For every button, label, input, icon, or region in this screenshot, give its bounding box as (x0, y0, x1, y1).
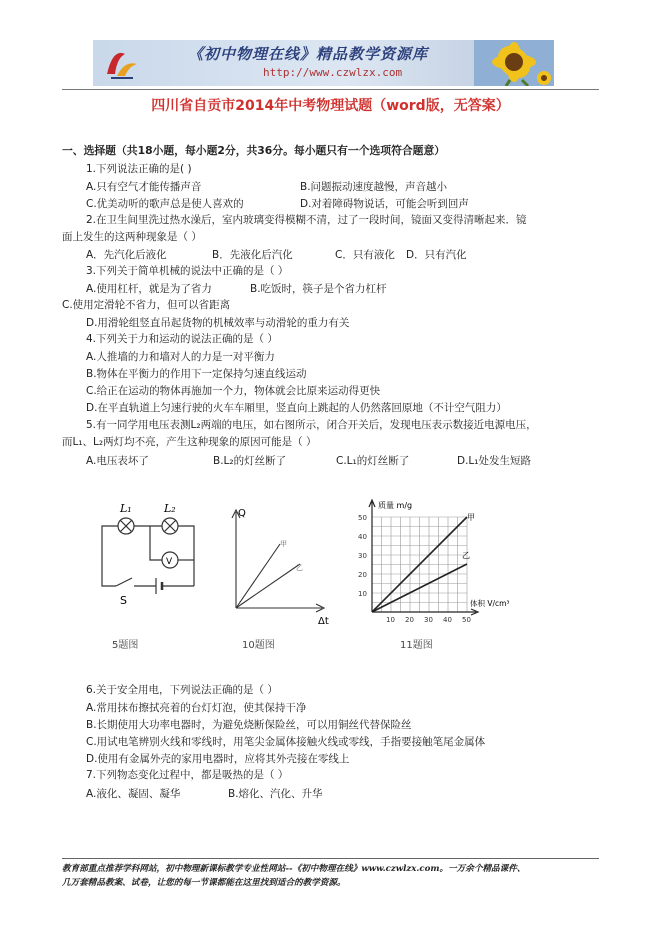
q3-option-b: B.吃饭时，筷子是个省力杠杆 (250, 283, 387, 295)
q1-option-b: B.问题振动速度越慢，声音越小 (300, 181, 448, 193)
figure-10-line-a-label: 甲 (280, 540, 287, 548)
q2-option-b: B．先液化后汽化 (212, 249, 293, 261)
q4-option-b: B.物体在平衡力的作用下一定保持匀速直线运动 (86, 368, 307, 380)
switch-label: S (120, 594, 127, 607)
y-tick-label: 20 (358, 571, 367, 579)
q2-option-c: C．只有液化 (335, 249, 395, 261)
q4-option-d: D.在平直轨道上匀速行驶的火车车厢里，竖直向上跳起的人仍然落回原地（不计空气阻力） (86, 402, 507, 414)
q1-option-a: A.只有空气才能传播声音 (86, 181, 202, 193)
q5-stem-line1: 5.有一同学用电压表测L₂两端的电压，如右图所示，闭合开关后，发现电压表示数接近电源电压， (86, 419, 537, 431)
footer-line-1: 教育部重点推荐学科网站，初中物理新课标教学专业性网站--《初中物理在线》www.czwlzx.com。一万余个精品课件、 (62, 864, 526, 874)
q1-stem: 1.下列说法正确的是( ) (86, 163, 192, 175)
footer-rule (62, 858, 599, 859)
figure-10-ylabel: Q (238, 508, 246, 519)
q6-option-c: C.用试电笔辨别火线和零线时，用笔尖金属体接触火线或零线，手指要接触笔尾金属体 (86, 736, 486, 748)
y-tick-label: 10 (358, 590, 367, 598)
section-heading: 一、选择题（共18小题，每小题2分，共36分。每小题只有一个选项符合题意） (62, 144, 446, 157)
q1-option-d: D.对着障碍物说话，可能会听到回声 (300, 198, 469, 210)
q6-option-a: A.常用抹布擦拭亮着的台灯灯泡，使其保持干净 (86, 702, 307, 714)
y-tick-label: 30 (358, 552, 367, 560)
figure-10-xlabel: Δt (318, 616, 329, 627)
q1-option-c: C.优美动听的歌声总是使人喜欢的 (86, 198, 244, 210)
figure-5-caption: 5题图 (112, 640, 139, 651)
banner-url[interactable]: http://www.czwlzx.com (263, 66, 403, 79)
x-tick-label: 40 (443, 616, 452, 624)
q7-option-b: B.熔化、汽化、升华 (228, 788, 323, 800)
lamp-l1-label: L₁ (120, 502, 132, 515)
q5-option-c: C.L₁的灯丝断了 (336, 455, 410, 467)
figure-11-ylabel: 质量 m/g (378, 501, 413, 510)
voltmeter-label: V (166, 557, 173, 567)
site-logo-icon (103, 44, 141, 82)
x-tick-label: 50 (462, 616, 471, 624)
q4-option-c: C.给正在运动的物体再施加一个力，物体就会比原来运动得更快 (86, 385, 381, 397)
figure-11-graph (350, 494, 525, 660)
q2-option-a: A．先汽化后液化 (86, 249, 167, 261)
x-tick-label: 20 (405, 616, 414, 624)
q5-option-a: A.电压表坏了 (86, 455, 149, 467)
y-tick-label: 40 (358, 533, 367, 541)
header-banner (93, 40, 554, 86)
figure-11-line-b-label: 乙 (462, 551, 470, 560)
sunflower-icon (474, 40, 554, 86)
q2-stem-line1: 2.在卫生间里洗过热水澡后，室内玻璃变得模糊不清，过了一段时间，镜面又变得清晰起来．镜 (86, 214, 527, 226)
figure-5-circuit (92, 498, 212, 658)
figure-11-xlabel: 体积 V/cm³ (470, 599, 510, 608)
q2-option-d: D．只有汽化 (406, 249, 467, 261)
q4-stem: 4.下列关于力和运动的说法正确的是（ ） (86, 333, 278, 345)
figure-10-caption: 10题图 (242, 640, 275, 651)
q6-option-b: B.长期使用大功率电器时，为避免烧断保险丝，可以用铜丝代替保险丝 (86, 719, 412, 731)
q4-option-a: A.人推墙的力和墙对人的力是一对平衡力 (86, 351, 275, 363)
x-tick-label: 30 (424, 616, 433, 624)
q5-stem-line2: 而L₁、L₂两灯均不亮，产生这种现象的原因可能是（ ） (62, 436, 317, 448)
figure-11-caption: 11题图 (400, 640, 433, 651)
q6-option-d: D.使用有金属外壳的家用电器时，应将其外壳接在零线上 (86, 753, 350, 765)
footer-line-2: 几万套精品教案、试卷，让您的每一节课都能在这里找到适合的教学资源。 (62, 878, 346, 888)
q5-option-d: D.L₁处发生短路 (457, 455, 531, 467)
header-rule (62, 89, 599, 90)
figure-10-graph (222, 500, 342, 658)
page-title: 四川省自贡市2014年中考物理试题（word版，无答案） (151, 98, 510, 114)
q3-option-c: C.使用定滑轮不省力，但可以省距离 (62, 299, 231, 311)
figure-10-line-b-label: 乙 (296, 564, 303, 572)
q7-stem: 7.下列物态变化过程中，都是吸热的是（ ） (86, 769, 289, 781)
q7-option-a: A.液化、凝固、凝华 (86, 788, 181, 800)
q3-stem: 3.下列关于简单机械的说法中正确的是（ ） (86, 265, 289, 277)
q5-option-b: B.L₂的灯丝断了 (213, 455, 287, 467)
q6-stem: 6.关于安全用电，下列说法正确的是（ ） (86, 684, 278, 696)
figure-11-line-a-label: 甲 (467, 513, 475, 522)
x-tick-label: 10 (386, 616, 395, 624)
banner-title: 《初中物理在线》精品教学资源库 (188, 45, 429, 63)
q3-option-d: D.用滑轮组竖直吊起货物的机械效率与动滑轮的重力有关 (86, 317, 350, 329)
q3-option-a: A.使用杠杆，就是为了省力 (86, 283, 212, 295)
lamp-l2-label: L₂ (164, 502, 176, 515)
y-tick-label: 50 (358, 514, 367, 522)
q2-stem-line2: 面上发生的这两种现象是（ ） (62, 231, 202, 243)
